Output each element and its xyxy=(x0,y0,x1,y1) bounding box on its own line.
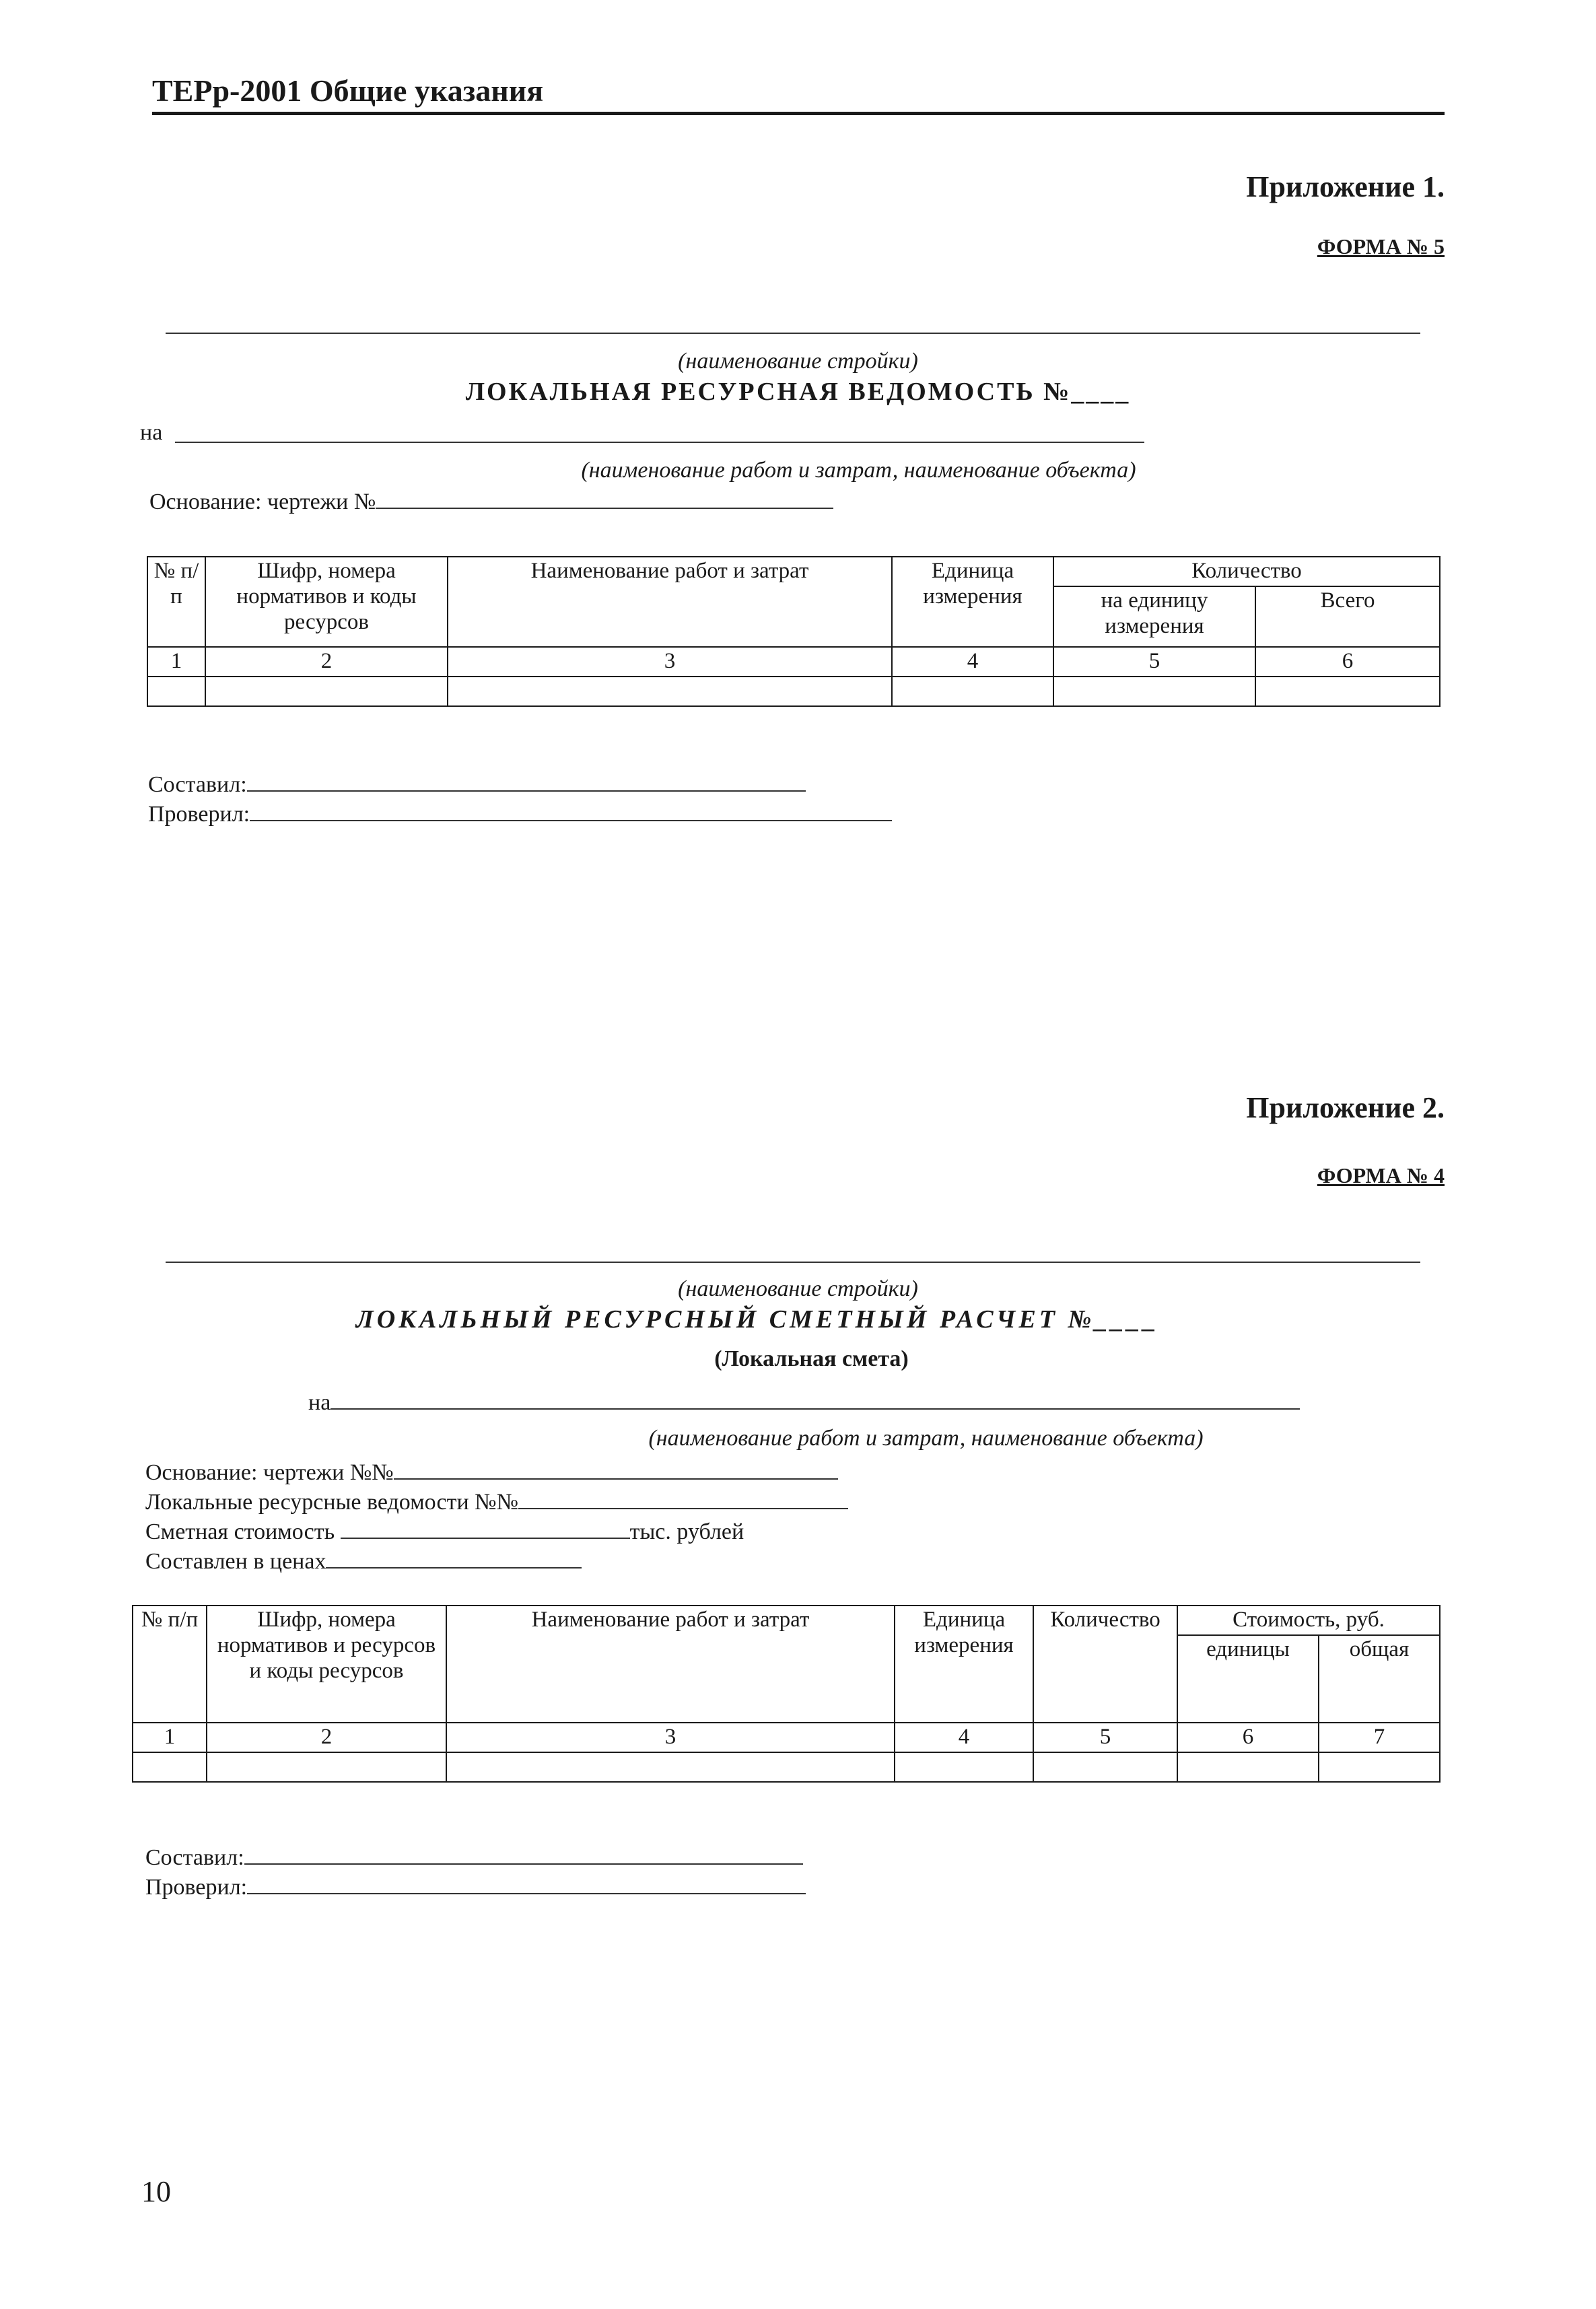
compiled-field[interactable] xyxy=(247,770,806,792)
table-cell[interactable] xyxy=(1033,1752,1177,1782)
na-label: на xyxy=(140,420,163,445)
column-number: 3 xyxy=(448,647,892,677)
column-number: 5 xyxy=(1053,647,1255,677)
compiled-label: Составил: xyxy=(145,1845,244,1870)
basis-row xyxy=(145,1458,838,1486)
resource-estimate-table xyxy=(132,1605,1441,1783)
appendix-1-label: Приложение 1. xyxy=(1246,170,1445,203)
header-total: общая xyxy=(1319,1635,1440,1723)
compiled-label: Составил: xyxy=(148,772,247,797)
table-cell[interactable] xyxy=(207,1752,446,1782)
table-cell[interactable] xyxy=(1053,677,1255,706)
table-cell[interactable] xyxy=(147,677,205,706)
table-cell[interactable] xyxy=(892,677,1053,706)
prices-field[interactable] xyxy=(326,1547,582,1569)
column-number: 1 xyxy=(133,1723,207,1752)
header-unit: Единица измерения xyxy=(892,557,1053,647)
header-quantity: Количество xyxy=(1033,1606,1177,1723)
resource-statement-table xyxy=(147,556,1441,707)
estimated-cost-label: Сметная стоимость xyxy=(145,1519,335,1544)
column-number: 2 xyxy=(207,1723,446,1752)
construction-caption: (наименование стройки) xyxy=(678,349,918,374)
estimated-cost-row xyxy=(145,1517,744,1545)
basis-label: Основание: чертежи №№ xyxy=(145,1460,394,1485)
table-cell[interactable] xyxy=(133,1752,207,1782)
table-cell[interactable] xyxy=(1319,1752,1440,1782)
header-cost: Стоимость, руб. xyxy=(1177,1606,1440,1635)
header-code: Шифр, номера нормативов и ресурсов и коды ресурсов xyxy=(207,1606,446,1723)
header-divider xyxy=(152,112,1445,115)
checked-label: Проверил: xyxy=(145,1875,248,1900)
table-cell[interactable] xyxy=(895,1752,1033,1782)
document-subtitle: (Локальная смета) xyxy=(714,1346,909,1371)
works-caption: (наименование работ и затрат, наименование объекта) xyxy=(581,458,1136,483)
column-number: 4 xyxy=(895,1723,1033,1752)
header-unit: Единица измерения xyxy=(895,1606,1033,1723)
table-cell[interactable] xyxy=(205,677,448,706)
header-total: Всего xyxy=(1255,586,1440,647)
compiled-field[interactable] xyxy=(244,1843,803,1865)
header-num: № п/п xyxy=(133,1606,207,1723)
table-cell[interactable] xyxy=(448,677,892,706)
column-number: 3 xyxy=(446,1723,895,1752)
prices-row xyxy=(145,1547,582,1575)
basis-field[interactable] xyxy=(394,1458,838,1480)
document-title: ЛОКАЛЬНАЯ РЕСУРСНАЯ ВЕДОМОСТЬ №____ xyxy=(465,378,1131,406)
table-row xyxy=(133,1752,1440,1782)
table-cell[interactable] xyxy=(1255,677,1440,706)
header-name: Наименование работ и затрат xyxy=(446,1606,895,1723)
column-number: 7 xyxy=(1319,1723,1440,1752)
construction-name-line xyxy=(166,1262,1420,1263)
column-number: 6 xyxy=(1255,647,1440,677)
column-number-row xyxy=(133,1723,1440,1752)
cost-unit: тыс. рублей xyxy=(629,1519,744,1544)
appendix-1-forma: ФОРМА № 5 xyxy=(1317,234,1445,259)
basis-label: Основание: чертежи № xyxy=(149,489,376,514)
estimated-cost-field[interactable] xyxy=(341,1517,630,1539)
page-header-title: ТЕРр-2001 Общие указания xyxy=(152,73,544,108)
resource-statements-field[interactable] xyxy=(518,1488,848,1509)
appendix-2-label: Приложение 2. xyxy=(1246,1091,1445,1124)
construction-caption: (наименование стройки) xyxy=(678,1276,918,1301)
works-name-field[interactable] xyxy=(331,1388,1300,1410)
basis-field[interactable] xyxy=(376,487,833,509)
checked-field[interactable] xyxy=(250,800,892,821)
table-cell[interactable] xyxy=(446,1752,895,1782)
compiled-row xyxy=(145,1843,803,1871)
prices-label: Составлен в ценах xyxy=(145,1549,326,1574)
works-caption: (наименование работ и затрат, наименование объекта) xyxy=(648,1426,1204,1451)
document-title: ЛОКАЛЬНЫЙ РЕСУРСНЫЙ СМЕТНЫЙ РАСЧЕТ №____ xyxy=(355,1305,1160,1334)
na-row xyxy=(308,1388,1300,1416)
compiled-row xyxy=(148,770,806,798)
checked-row xyxy=(145,1873,806,1900)
column-number: 6 xyxy=(1177,1723,1319,1752)
column-number-row xyxy=(147,647,1440,677)
table-cell[interactable] xyxy=(1177,1752,1319,1782)
checked-label: Проверил: xyxy=(148,802,250,827)
table-row xyxy=(147,677,1440,706)
checked-field[interactable] xyxy=(247,1873,806,1894)
header-per-unit: на единицу измерения xyxy=(1053,586,1255,647)
resource-statements-label: Локальные ресурсные ведомости №№ xyxy=(145,1490,519,1515)
column-number: 2 xyxy=(205,647,448,677)
header-per-unit: единицы xyxy=(1177,1635,1319,1723)
checked-row xyxy=(148,800,892,827)
appendix-2-forma: ФОРМА № 4 xyxy=(1317,1163,1445,1187)
header-quantity: Количество xyxy=(1053,557,1440,586)
resource-statements-row xyxy=(145,1488,848,1515)
header-num: № п/п xyxy=(147,557,205,647)
na-label: на xyxy=(308,1390,331,1415)
header-name: Наименование работ и затрат xyxy=(448,557,892,647)
column-number: 1 xyxy=(147,647,205,677)
works-name-line xyxy=(175,442,1144,443)
page-number: 10 xyxy=(141,2175,171,2208)
column-number: 4 xyxy=(892,647,1053,677)
header-code: Шифр, номера нормативов и коды ресурсов xyxy=(205,557,448,647)
basis-row xyxy=(149,487,833,515)
construction-name-line xyxy=(166,333,1420,334)
column-number: 5 xyxy=(1033,1723,1177,1752)
